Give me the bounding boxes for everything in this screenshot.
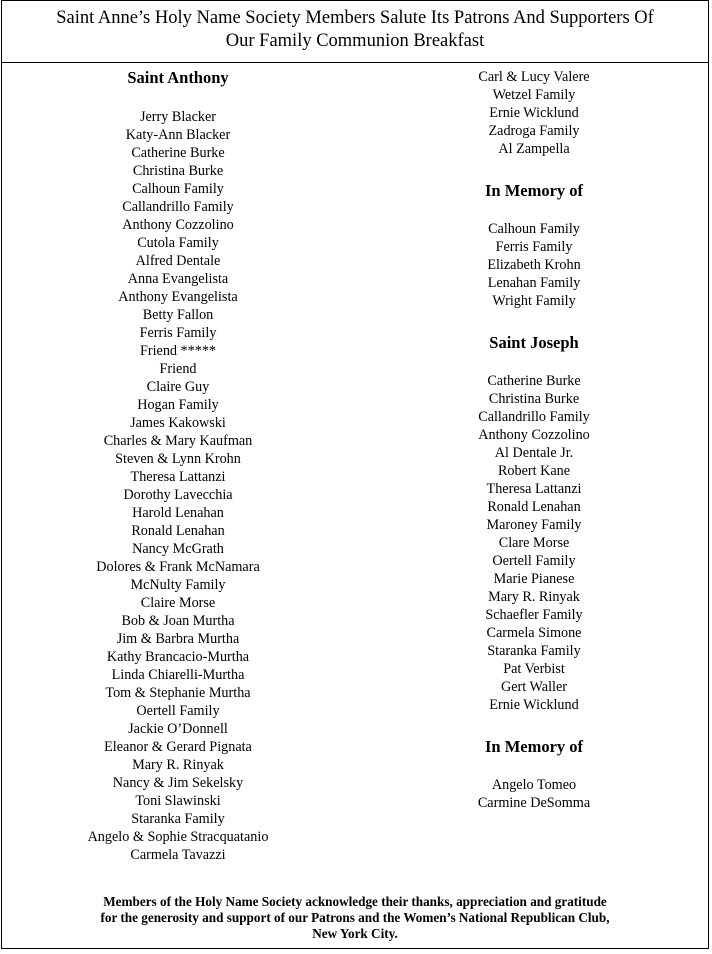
member-name: Staranka Family <box>487 643 581 659</box>
member-name: Toni Slawinski <box>135 793 221 809</box>
member-name: Lenahan Family <box>487 275 581 291</box>
member-name: Angelo Tomeo <box>491 777 577 793</box>
member-name: Charles & Mary Kaufman <box>103 433 253 449</box>
section-title-saint-joseph: Saint Joseph <box>489 333 579 352</box>
saint-joseph-list <box>362 372 706 714</box>
member-name: Dorothy Lavecchia <box>123 487 233 503</box>
member-name: Staranka Family <box>131 811 225 827</box>
member-name: Ronald Lenahan <box>487 499 581 515</box>
member-name: Theresa Lattanzi <box>130 469 226 485</box>
member-name: Al Dentale Jr. <box>494 445 574 461</box>
member-name: Wetzel Family <box>492 87 576 103</box>
member-name: Elizabeth Krohn <box>487 257 581 273</box>
saint-anthony-continued-list <box>362 68 706 158</box>
member-name: Claire Guy <box>146 379 210 395</box>
member-name: Jim & Barbra Murtha <box>116 631 240 647</box>
member-name: Jerry Blacker <box>139 109 217 125</box>
member-name: Harold Lenahan <box>132 505 224 521</box>
member-name: Ernie Wicklund <box>489 697 579 713</box>
page-header <box>2 1 708 63</box>
member-name: Wright Family <box>492 293 576 309</box>
member-name: Linda Chiarelli-Murtha <box>111 667 245 683</box>
member-name: McNulty Family <box>130 577 226 593</box>
member-name: Calhoun Family <box>132 181 224 197</box>
member-name: Betty Fallon <box>142 307 214 323</box>
member-name: Alfred Dentale <box>135 253 221 269</box>
member-name: Pat Verbist <box>503 661 565 677</box>
member-name: Gert Waller <box>501 679 567 695</box>
member-name: Ronald Lenahan <box>131 523 225 539</box>
member-name: Claire Morse <box>140 595 216 611</box>
saint-anthony-list <box>2 108 354 864</box>
member-name: Jackie O’Donnell <box>128 721 228 737</box>
member-name: Oertell Family <box>492 553 576 569</box>
member-name: Oertell Family <box>136 703 220 719</box>
member-name: Hogan Family <box>137 397 219 413</box>
member-name: Callandrillo Family <box>478 409 590 425</box>
member-name: Catherine Burke <box>487 373 581 389</box>
member-name: James Kakowski <box>130 415 226 431</box>
member-name: Marie Pianese <box>493 571 575 587</box>
member-name: Al Zampella <box>498 141 570 157</box>
footer-line-2: for the generosity and support of our Patrons and the Women’s National Republican Club, <box>100 910 610 925</box>
member-name: Carmine DeSomma <box>477 795 591 811</box>
section-title-saint-anthony: Saint Anthony <box>127 68 229 87</box>
member-name: Theresa Lattanzi <box>486 481 582 497</box>
member-name: Anna Evangelista <box>127 271 229 287</box>
footer-line-1: Members of the Holy Name Society acknowledge their thanks, appreciation and gratitude <box>103 894 607 909</box>
member-name: Cutola Family <box>137 235 219 251</box>
member-name: Calhoun Family <box>488 221 580 237</box>
member-name: Carmela Tavazzi <box>130 847 226 863</box>
member-name: Catherine Burke <box>131 145 225 161</box>
member-name: Angelo & Sophie Stracquatanio <box>87 829 269 845</box>
left-column <box>2 67 354 864</box>
member-name: Mary R. Rinyak <box>132 757 224 773</box>
member-name: Dolores & Frank McNamara <box>96 559 260 575</box>
member-name: Anthony Cozzolino <box>478 427 590 443</box>
member-name: Bob & Joan Murtha <box>121 613 235 629</box>
member-name: Carmela Simone <box>486 625 582 641</box>
in-memory-list-1 <box>362 220 706 310</box>
member-name: Mary R. Rinyak <box>488 589 580 605</box>
member-name: Maroney Family <box>486 517 582 533</box>
right-column <box>362 68 706 812</box>
member-name: Ferris Family <box>495 239 573 255</box>
member-name: Anthony Cozzolino <box>122 217 234 233</box>
member-name: Carl & Lucy Valere <box>478 69 590 85</box>
section-title-in-memory-1: In Memory of <box>484 181 584 200</box>
member-name: Friend ***** <box>139 343 217 359</box>
header-line-1: Saint Anne’s Holy Name Society Members Salute Its Patrons And Supporters Of <box>56 8 654 28</box>
member-name: Nancy McGrath <box>132 541 224 557</box>
member-name: Zadroga Family <box>488 123 580 139</box>
member-name: Christina Burke <box>132 163 224 179</box>
member-name: Clare Morse <box>498 535 570 551</box>
member-name: Steven & Lynn Krohn <box>115 451 241 467</box>
member-name: Eleanor & Gerard Pignata <box>104 739 252 755</box>
header-line-2: Our Family Communion Breakfast <box>225 31 485 51</box>
member-name: Katy-Ann Blacker <box>125 127 231 143</box>
acknowledgement-footer <box>2 894 708 942</box>
member-name: Ferris Family <box>139 325 217 341</box>
in-memory-list-2 <box>362 776 706 812</box>
member-name: Christina Burke <box>488 391 580 407</box>
member-name: Anthony Evangelista <box>118 289 238 305</box>
member-name: Nancy & Jim Sekelsky <box>112 775 244 791</box>
member-name: Schaefler Family <box>485 607 583 623</box>
member-name: Ernie Wicklund <box>489 105 579 121</box>
member-name: Friend <box>159 361 197 377</box>
member-name: Robert Kane <box>497 463 571 479</box>
member-name: Kathy Brancacio-Murtha <box>106 649 250 665</box>
member-name: Callandrillo Family <box>122 199 234 215</box>
footer-line-3: New York City. <box>312 926 398 941</box>
member-name: Tom & Stephanie Murtha <box>105 685 251 701</box>
document-page <box>1 0 709 949</box>
section-title-in-memory-2: In Memory of <box>484 737 584 756</box>
